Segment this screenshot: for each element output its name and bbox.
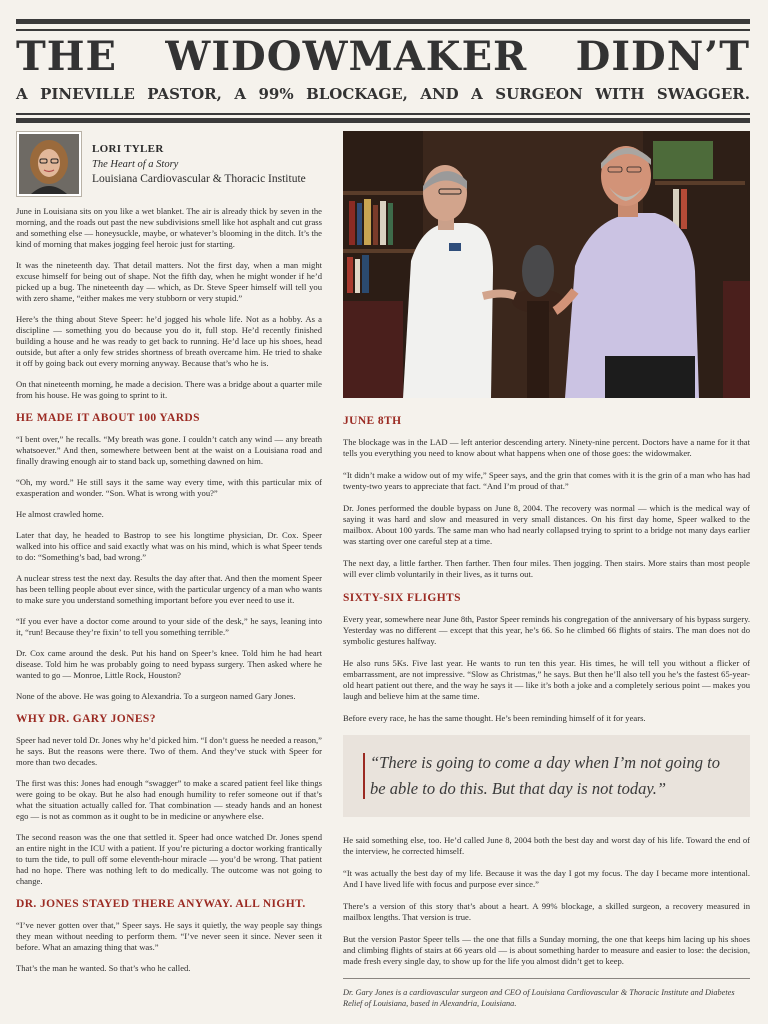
section-heading: HE MADE IT ABOUT 100 YARDS bbox=[16, 412, 200, 424]
author-bio: Dr. Gary Jones is a cardiovascular surgeon and CEO of Louisiana Cardiovascular & Thoracic Institute and Diabetes Relief of Louisiana, based in Alexandria, Louisiana. bbox=[343, 988, 735, 1008]
pull-quote-bar bbox=[363, 753, 365, 799]
pull-quote bbox=[343, 735, 750, 817]
paragraph: But the version Pastor Speer tells — the one that fills a Sunday morning, the one that keeps him lacing up his shoes and climbing flights of stairs at 66 years old — is about something harder to measure and easier to lose: the decision, made fresh every single day, to show up for the life you almost didn’t get to keep. bbox=[343, 934, 750, 966]
right-column bbox=[343, 410, 750, 1009]
paragraph: He almost crawled home. bbox=[16, 509, 104, 519]
author-name: LORI TYLER bbox=[92, 143, 164, 155]
paragraph: June in Louisiana sits on you like a wet blanket. The air is already thick by seven in the morning, and the roads out past the new subdivisions smell like hot asphalt and cut grass and something else — honeysuckle, maybe, or whatever’s blooming in the ditch. It’s the kind of morning that makes jogging feel heroic just for starting. bbox=[16, 206, 322, 249]
masthead-rule-top-thin bbox=[16, 29, 750, 31]
paragraph: Later that day, he headed to Bastrop to see his longtime physician, Dr. Cox. Speer walked into his office and said exactly what was on his mind, which is what Speer tends to do: “Something’s bad, bad wrong.” bbox=[16, 530, 322, 562]
section-heading: WHY DR. GARY JONES? bbox=[16, 713, 156, 725]
paragraph: “If you ever have a doctor come around to your side of the desk,” he says, leaning into it, “run! Because they’re fixin’ to tell you something terrible.” bbox=[16, 616, 322, 637]
doctor-and-pastor-photo-image bbox=[343, 131, 750, 398]
paragraph: “I’ve never gotten over that,” Speer says. He says it quietly, the way people say things they mean without needing to perform them. “I’ve never seen it since. Never seen it before. What an amazing thing that was.” bbox=[16, 920, 322, 952]
author-org: Louisiana Cardiovascular & Thoracic Institute bbox=[92, 173, 306, 185]
paragraph: That’s the man he wanted. So that’s who he called. bbox=[16, 963, 191, 973]
author-role: The Heart of a Story bbox=[92, 159, 179, 170]
paragraph: “Oh, my word.” He still says it the same way every time, with this particular mix of exasperation and wonder. “Son. What is wrong with you?” bbox=[16, 477, 322, 498]
paragraph: Dr. Jones performed the double bypass on June 8, 2004. The recovery was normal — which is the medical way of saying it was hard and slow and measured in very small distances. On his first day home, Speer walked to the mailbox. About 100 yards. The same man who had nearly collapsed trying to sprint to a bridge not many days earlier was starting over one careful step at a time. bbox=[343, 503, 750, 546]
deck: A PINEVILLE PASTOR, A 99% BLOCKAGE, AND A SURGEON WITH SWAGGER. bbox=[16, 85, 750, 103]
paragraph: It was the nineteenth day. That detail matters. Not the first day, when a man might excuse himself for being out of shape. Not the fifth day, when he might wonder if he’d picked up a bug. The nineteenth day — which, as Dr. Steve Speer himself will tell you with zero shame, “either makes me very stubborn or very stupid.” bbox=[16, 260, 322, 303]
section-heading: DR. JONES STAYED THERE ANYWAY. ALL NIGHT. bbox=[16, 898, 306, 910]
pull-quote-text: “There is going to come a day when I’m not going to be able to do this. But that day is not today.” bbox=[370, 753, 720, 798]
author-byline bbox=[16, 131, 322, 197]
author-photo bbox=[16, 131, 82, 197]
paragraph: Here’s the thing about Steve Speer: he’d jogged his whole life. Not as a hobby. As a discipline — something you do because you do it, full stop. He’d recently finished building a house and he was ready to get back to running. He’d lace up his shoes, head outside, but after a only few strides shortness of breath overcame him. He tried to shake it off by going back out every morning anyway. Because that’s who he is. bbox=[16, 314, 322, 368]
article-photo bbox=[343, 131, 750, 398]
paragraph: The blockage was in the LAD — left anterior descending artery. Ninety-nine percent. Doctors have a name for it that tells you everything you need to know about what happens when one of those goes: the widowmaker. bbox=[343, 437, 750, 458]
masthead-rule-top bbox=[16, 19, 750, 24]
paragraph: The first was this: Jones had enough “swagger” to make a scared patient feel like things were going to be okay. But he also had enough humility to refer someone out if that’s what the situation actually called for. That combination — steady hands and an honest ego — is not as common as it ought to be in medicine or anywhere else. bbox=[16, 778, 322, 821]
left-column bbox=[16, 131, 322, 984]
paragraph: None of the above. He was going to Alexandria. To a surgeon named Gary Jones. bbox=[16, 691, 296, 701]
headline: THE WIDOWMAKER DIDN’T bbox=[16, 33, 750, 80]
paragraph: The next day, a little farther. Then farther. Then four miles. Then jogging. Then stairs. More stairs than most people will ever climb voluntarily in their lives, as it turns out. bbox=[343, 558, 750, 579]
paragraph: Before every race, he has the same thought. He’s been reminding himself of it for years. bbox=[343, 713, 646, 723]
paragraph: The second reason was the one that settled it. Speer had once watched Dr. Jones spend an entire night in the ICU with a patient. If you’re picturing a doctor working frantically to turn the tide, to pull off some eleventh-hour miracle — you’d be wrong. That patient had no hope. There was nothing left to do medically. The outcome was not going to change. bbox=[16, 832, 322, 886]
paragraph: Speer had never told Dr. Jones why he’d picked him. “I don’t guess he needed a reason,” he says. But the reasons were there. Two of them. And they’ve stuck with Speer for more than two decades. bbox=[16, 735, 322, 767]
paragraph: He said something else, too. He’d called June 8, 2004 both the best day and worst day of his life. Toward the end of the interview, he corrected himself. bbox=[343, 835, 750, 856]
paragraph: Dr. Cox came around the desk. Put his hand on Speer’s knee. Told him he had heart disease. Told him he was probably going to need bypass surgery. Then asked where he wanted to go — Monroe, Little Rock, Houston? bbox=[16, 648, 322, 680]
paragraph: He also runs 5Ks. Five last year. He wants to run ten this year. His times, he will tell you without a flicker of embarrassment, are not impressive. “Slow as Christmas,” he says. But then he’ll also tell you he’s the fastest 65-year-old heart patient out there, and the way he says it — like it’s both a joke and a completely serious point — makes you laugh and believe him at the same time. bbox=[343, 658, 750, 701]
masthead-rule-bottom-thin bbox=[16, 113, 750, 115]
bio-divider bbox=[343, 978, 750, 979]
paragraph: On that nineteenth morning, he made a decision. There was a bridge about a quarter mile from his house. He was going to sprint to it. bbox=[16, 379, 322, 400]
paragraph: “I bent over,” he recalls. “My breath was gone. I couldn’t catch any wind — any breath whatsoever.” And then, somewhere between bent at the waist on a Louisiana road and finally drawing enough air to stand back up, something dawned on him. bbox=[16, 434, 322, 466]
paragraph: “It was actually the best day of my life. Because it was the day I got my focus. The day I became more intentional. And I have lived life with focus and purpose ever since.” bbox=[343, 868, 750, 889]
masthead-rule-bottom bbox=[16, 118, 750, 123]
paragraph: There’s a version of this story that’s about a heart. A 99% blockage, a skilled surgeon, a recovery measured in mailbox lengths. That version is true. bbox=[343, 901, 750, 922]
paragraph: “It didn’t make a widow out of my wife,” Speer says, and the grin that comes with it is the grin of a man who has had twenty-two years to appreciate that fact. “And I’m proud of that.” bbox=[343, 470, 750, 491]
section-heading: JUNE 8TH bbox=[343, 415, 402, 427]
paragraph: A nuclear stress test the next day. Results the day after that. And then the moment Speer has been telling people about ever since, with the particular urgency of a man who wants to make sure you understand something important before you ever need to use it. bbox=[16, 573, 322, 605]
paragraph: Every year, somewhere near June 8th, Pastor Speer reminds his congregation of the anniversary of his bypass surgery. Yesterday was no different — except that this year, he’s 66. So he climbed 66 flights of stairs. The man does not do symbolic gestures halfway. bbox=[343, 614, 750, 646]
author-portrait-image bbox=[19, 134, 79, 194]
section-heading: SIXTY-SIX FLIGHTS bbox=[343, 592, 461, 604]
